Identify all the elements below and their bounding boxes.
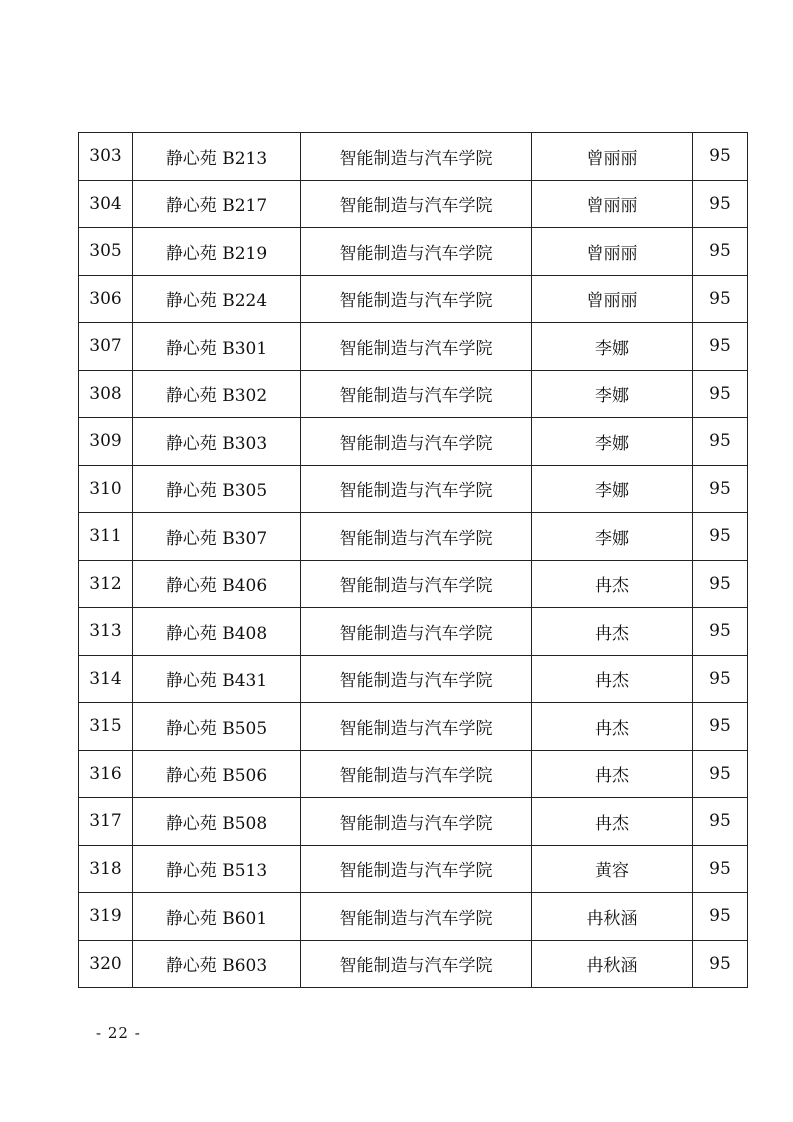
table-row [79, 370, 748, 418]
row-number-cell: 315 [79, 703, 133, 751]
score-cell: 95 [693, 750, 748, 798]
table-row [79, 608, 748, 656]
college-cell: 智能制造与汽车学院 [301, 608, 532, 656]
score-cell: 95 [693, 798, 748, 846]
dorm-room-cell: 静心苑 B217 [133, 180, 301, 228]
dorm-room-cell: 静心苑 B307 [133, 513, 301, 561]
teacher-cell: 冉杰 [532, 750, 693, 798]
table-row [79, 798, 748, 846]
row-number-cell: 317 [79, 798, 133, 846]
table-row [79, 275, 748, 323]
score-cell: 95 [693, 370, 748, 418]
teacher-cell: 曾丽丽 [532, 275, 693, 323]
college-cell: 智能制造与汽车学院 [301, 655, 532, 703]
college-cell: 智能制造与汽车学院 [301, 465, 532, 513]
teacher-cell: 曾丽丽 [532, 228, 693, 276]
dorm-room-cell: 静心苑 B303 [133, 418, 301, 466]
row-number-cell: 304 [79, 180, 133, 228]
dorm-room-cell: 静心苑 B603 [133, 940, 301, 988]
score-cell: 95 [693, 703, 748, 751]
table-row [79, 845, 748, 893]
table-row [79, 228, 748, 276]
teacher-cell: 李娜 [532, 465, 693, 513]
teacher-cell: 李娜 [532, 513, 693, 561]
dorm-room-cell: 静心苑 B406 [133, 560, 301, 608]
table-row [79, 560, 748, 608]
table-row [79, 750, 748, 798]
dorm-room-cell: 静心苑 B213 [133, 133, 301, 181]
score-cell: 95 [693, 893, 748, 941]
teacher-cell: 冉杰 [532, 703, 693, 751]
row-number-cell: 312 [79, 560, 133, 608]
score-cell: 95 [693, 513, 748, 561]
table-row [79, 323, 748, 371]
college-cell: 智能制造与汽车学院 [301, 845, 532, 893]
table-row [79, 465, 748, 513]
teacher-cell: 李娜 [532, 418, 693, 466]
teacher-cell: 冉杰 [532, 655, 693, 703]
page-number: - 22 - [96, 1024, 141, 1042]
teacher-cell: 冉杰 [532, 608, 693, 656]
score-cell: 95 [693, 133, 748, 181]
teacher-cell: 黄容 [532, 845, 693, 893]
teacher-cell: 李娜 [532, 370, 693, 418]
table-row [79, 940, 748, 988]
college-cell: 智能制造与汽车学院 [301, 323, 532, 371]
college-cell: 智能制造与汽车学院 [301, 513, 532, 561]
score-cell: 95 [693, 940, 748, 988]
college-cell: 智能制造与汽车学院 [301, 180, 532, 228]
table-row [79, 703, 748, 751]
score-cell: 95 [693, 323, 748, 371]
dorm-room-cell: 静心苑 B513 [133, 845, 301, 893]
score-cell: 95 [693, 845, 748, 893]
dorm-room-cell: 静心苑 B508 [133, 798, 301, 846]
dorm-room-cell: 静心苑 B431 [133, 655, 301, 703]
teacher-cell: 冉杰 [532, 560, 693, 608]
row-number-cell: 318 [79, 845, 133, 893]
score-cell: 95 [693, 465, 748, 513]
dorm-room-cell: 静心苑 B506 [133, 750, 301, 798]
college-cell: 智能制造与汽车学院 [301, 133, 532, 181]
row-number-cell: 311 [79, 513, 133, 561]
teacher-cell: 冉杰 [532, 798, 693, 846]
table-body [79, 133, 748, 988]
row-number-cell: 316 [79, 750, 133, 798]
dorm-room-cell: 静心苑 B219 [133, 228, 301, 276]
score-cell: 95 [693, 275, 748, 323]
row-number-cell: 309 [79, 418, 133, 466]
table-row [79, 893, 748, 941]
teacher-cell: 冉秋涵 [532, 893, 693, 941]
college-cell: 智能制造与汽车学院 [301, 560, 532, 608]
college-cell: 智能制造与汽车学院 [301, 940, 532, 988]
table-row [79, 513, 748, 561]
score-cell: 95 [693, 560, 748, 608]
dorm-room-cell: 静心苑 B601 [133, 893, 301, 941]
row-number-cell: 310 [79, 465, 133, 513]
score-cell: 95 [693, 180, 748, 228]
row-number-cell: 306 [79, 275, 133, 323]
row-number-cell: 320 [79, 940, 133, 988]
table-row [79, 180, 748, 228]
row-number-cell: 314 [79, 655, 133, 703]
dorm-room-cell: 静心苑 B305 [133, 465, 301, 513]
row-number-cell: 319 [79, 893, 133, 941]
college-cell: 智能制造与汽车学院 [301, 798, 532, 846]
teacher-cell: 曾丽丽 [532, 180, 693, 228]
teacher-cell: 冉秋涵 [532, 940, 693, 988]
dorm-score-table [78, 132, 748, 988]
row-number-cell: 308 [79, 370, 133, 418]
college-cell: 智能制造与汽车学院 [301, 750, 532, 798]
table-row [79, 133, 748, 181]
dorm-room-cell: 静心苑 B301 [133, 323, 301, 371]
score-cell: 95 [693, 418, 748, 466]
score-cell: 95 [693, 228, 748, 276]
score-cell: 95 [693, 608, 748, 656]
college-cell: 智能制造与汽车学院 [301, 703, 532, 751]
row-number-cell: 303 [79, 133, 133, 181]
college-cell: 智能制造与汽车学院 [301, 893, 532, 941]
college-cell: 智能制造与汽车学院 [301, 418, 532, 466]
row-number-cell: 313 [79, 608, 133, 656]
teacher-cell: 李娜 [532, 323, 693, 371]
table-row [79, 655, 748, 703]
teacher-cell: 曾丽丽 [532, 133, 693, 181]
table-row [79, 418, 748, 466]
dorm-room-cell: 静心苑 B224 [133, 275, 301, 323]
college-cell: 智能制造与汽车学院 [301, 370, 532, 418]
dorm-room-cell: 静心苑 B302 [133, 370, 301, 418]
college-cell: 智能制造与汽车学院 [301, 275, 532, 323]
college-cell: 智能制造与汽车学院 [301, 228, 532, 276]
row-number-cell: 305 [79, 228, 133, 276]
dorm-room-cell: 静心苑 B408 [133, 608, 301, 656]
row-number-cell: 307 [79, 323, 133, 371]
dorm-room-cell: 静心苑 B505 [133, 703, 301, 751]
score-cell: 95 [693, 655, 748, 703]
